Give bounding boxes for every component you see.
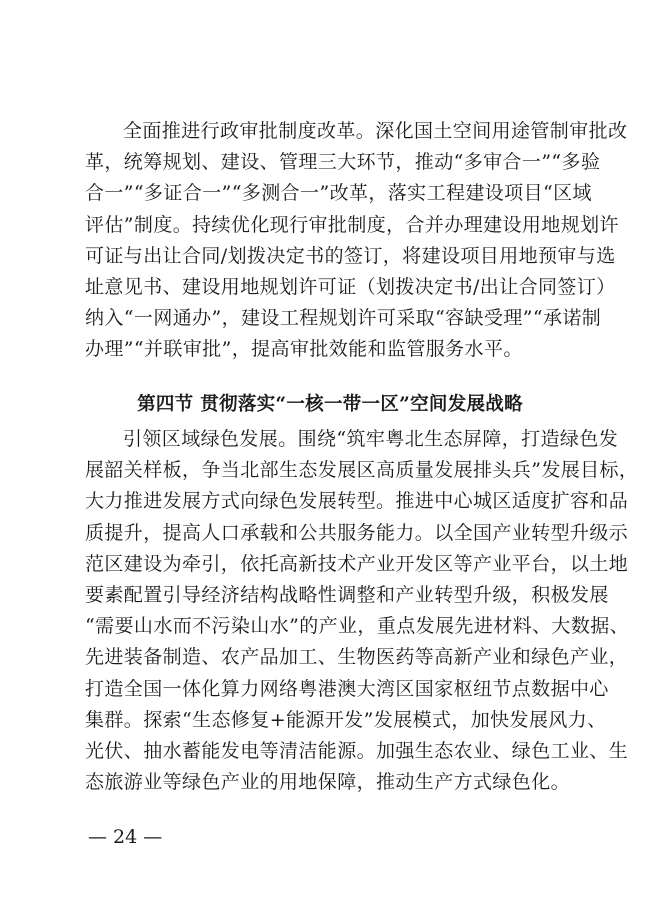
paragraph-line: 要素配置引导经济结构战略性调整和产业转型升级，积极发展 bbox=[85, 583, 609, 606]
paragraph-line: 纳入“一网通办”，建设工程规划许可采取“容缺受理”“承诺制 bbox=[85, 307, 602, 330]
paragraph-line: 评估”制度。持续优化现行审批制度，合并办理建设用地规划许 bbox=[85, 213, 619, 236]
paragraph-line: 办理”“并联审批”，提高审批效能和监管服务水平。 bbox=[85, 338, 523, 361]
paragraph-line: 大力推进发展方式向绿色发展转型。推进中心城区适度扩容和品 bbox=[85, 490, 629, 513]
paragraph-green-development bbox=[85, 424, 639, 798]
paragraph-line: 引领区域绿色发展。围绕“筑牢粤北生态屏障，打造绿色发 bbox=[123, 428, 619, 450]
paragraph-line: 址意见书、建设用地规划许可证（划拨决定书/出让合同签订） bbox=[85, 275, 616, 298]
paragraph-line: “需要山水而不污染山水”的产业，重点发展先进材料、大数据、 bbox=[85, 615, 630, 638]
paragraph-line: 革，统筹规划、建设、管理三大环节，推动“多审合一”“多验 bbox=[85, 151, 601, 174]
paragraph-line: 合一”“多证合一”“多测合一”改革，落实工程建设项目“区域 bbox=[85, 182, 592, 205]
paragraph-line: 全面推进行政审批制度改革。深化国土空间用途管制审批改 bbox=[123, 120, 628, 142]
paragraph-line: 集群。探索“生态修复+能源开发”发展模式，加快发展风力、 bbox=[85, 708, 607, 731]
paragraph-line: 打造全国一体化算力网络粤港澳大湾区国家枢纽节点数据中心 bbox=[85, 677, 609, 700]
paragraph-administrative-reform bbox=[85, 116, 628, 366]
section-heading: 第四节 贯彻落实“一核一带一区”空间发展战略 bbox=[137, 394, 523, 415]
paragraph-line: 展韶关样板，争当北部生态发展区高质量发展排头兵”发展目标， bbox=[85, 459, 639, 482]
paragraph-line: 质提升，提高人口承载和公共服务能力。以全国产业转型升级示 bbox=[85, 521, 629, 544]
paragraph-line: 光伏、抽水蓄能发电等清洁能源。加强生态农业、绿色工业、生 bbox=[85, 739, 629, 762]
paragraph-line: 可证与出让合同/划拨决定书的签订，将建设项目用地预审与选 bbox=[85, 244, 616, 267]
page-number: — 24 — bbox=[88, 826, 163, 848]
paragraph-line: 先进装备制造、农产品加工、生物医药等高新产业和绿色产业， bbox=[85, 646, 629, 669]
paragraph-line: 态旅游业等绿色产业的用地保障，推动生产方式绿色化。 bbox=[85, 771, 571, 794]
paragraph-line: 范区建设为牵引，依托高新技术产业开发区等产业平台，以土地 bbox=[85, 552, 629, 575]
